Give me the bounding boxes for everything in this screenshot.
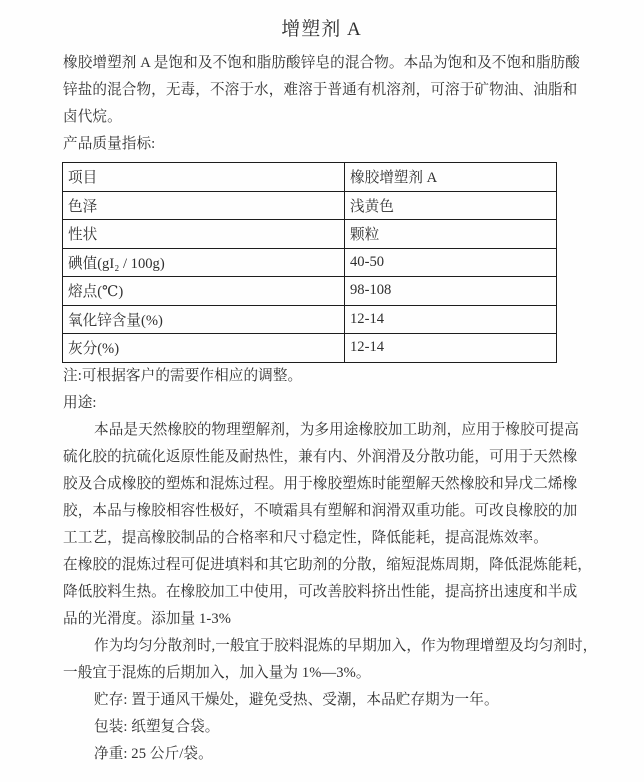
- storage-line: 贮存: 置于通风干燥处，避免受热、受潮，本品贮存期为一年。: [94, 691, 499, 708]
- intro-paragraph: [63, 50, 580, 131]
- table-cell-label: 性状: [63, 220, 345, 249]
- text-line: 胶及合成橡胶的塑炼和混炼过程。用于橡胶塑炼时能塑解天然橡胶和异戊二烯橡: [63, 475, 578, 492]
- table-row: [63, 305, 557, 334]
- table-row: [63, 191, 557, 220]
- quality-table: [62, 162, 557, 363]
- table-row: [63, 334, 557, 363]
- table-row: [63, 277, 557, 306]
- net-weight-line: 净重: 25 公斤/袋。: [94, 745, 213, 762]
- table-cell-label: 项目: [63, 163, 345, 192]
- table-cell-value: 98-108: [345, 277, 557, 306]
- table-row: [63, 248, 557, 277]
- text-line: 胶，本品与橡胶相容性极好，不喷霜具有塑解和润滑双重功能。可改良橡胶的加: [63, 502, 578, 519]
- text-line: 卤代烷。: [63, 109, 122, 125]
- table-cell-value: 浅黄色: [345, 191, 557, 220]
- text-line: 一般宜于混炼的后期加入，加入量为 1%—3%。: [63, 664, 371, 681]
- table-row: [63, 220, 557, 249]
- text-line: 工工艺，提高橡胶制品的合格率和尺寸稳定性，降低能耗，提高混炼效率。: [63, 529, 548, 546]
- text-line: 本品是天然橡胶的物理塑解剂，为多用途橡胶加工助剂，应用于橡胶可提高: [94, 421, 579, 438]
- note-text: 注:可根据客户的需要作相应的调整。: [63, 367, 303, 384]
- packaging-line: 包装: 纸塑复合袋。: [94, 718, 220, 735]
- table-cell-value: 40-50: [345, 248, 557, 277]
- text-line: 橡胶增塑剂 A 是饱和及不饱和脂肪酸锌皂的混合物。本品为饱和及不饱和脂肪酸: [63, 55, 580, 71]
- table-cell-value: 橡胶增塑剂 A: [345, 163, 557, 192]
- table-row: [63, 163, 557, 192]
- usage-paragraph: [63, 417, 592, 633]
- text-line: 硫化胶的抗硫化返原性能及耐热性，兼有内、外润滑及分散功能，可用于天然橡: [63, 448, 578, 465]
- table-cell-label: 氧化锌含量(%): [63, 305, 345, 334]
- table-cell-value: 12-14: [345, 334, 557, 363]
- text-line: 锌盐的混合物，无毒，不溶于水，难溶于普通有机溶剂，可溶于矿物油、油脂和: [63, 82, 578, 98]
- usage-heading: 用途:: [63, 394, 97, 411]
- text-line: 降低胶料生热。在橡胶加工中使用，可改善胶料挤出性能，提高挤出速度和半成: [63, 583, 578, 600]
- dosage-paragraph: [63, 633, 598, 687]
- page-title: 增塑剂 A: [281, 19, 362, 40]
- text-line: 在橡胶的混炼过程可促进填料和其它助剂的分散，缩短混炼周期，降低混炼能耗，: [63, 556, 592, 573]
- quality-heading: 产品质量指标:: [63, 136, 156, 152]
- table-cell-value: 12-14: [345, 305, 557, 334]
- text-line: 品的光滑度。添加量 1-3%: [63, 610, 232, 627]
- table-cell-label: 色泽: [63, 191, 345, 220]
- table-cell-value: 颗粒: [345, 220, 557, 249]
- table-cell-label: 灰分(%): [63, 334, 345, 363]
- text-line: 作为均匀分散剂时,一般宜于胶料混炼的早期加入，作为物理增塑及均匀剂时，: [94, 637, 598, 654]
- table-cell-label: 碘值(gI₂ / 100g): [63, 248, 345, 277]
- table-cell-label: 熔点(℃): [63, 277, 345, 306]
